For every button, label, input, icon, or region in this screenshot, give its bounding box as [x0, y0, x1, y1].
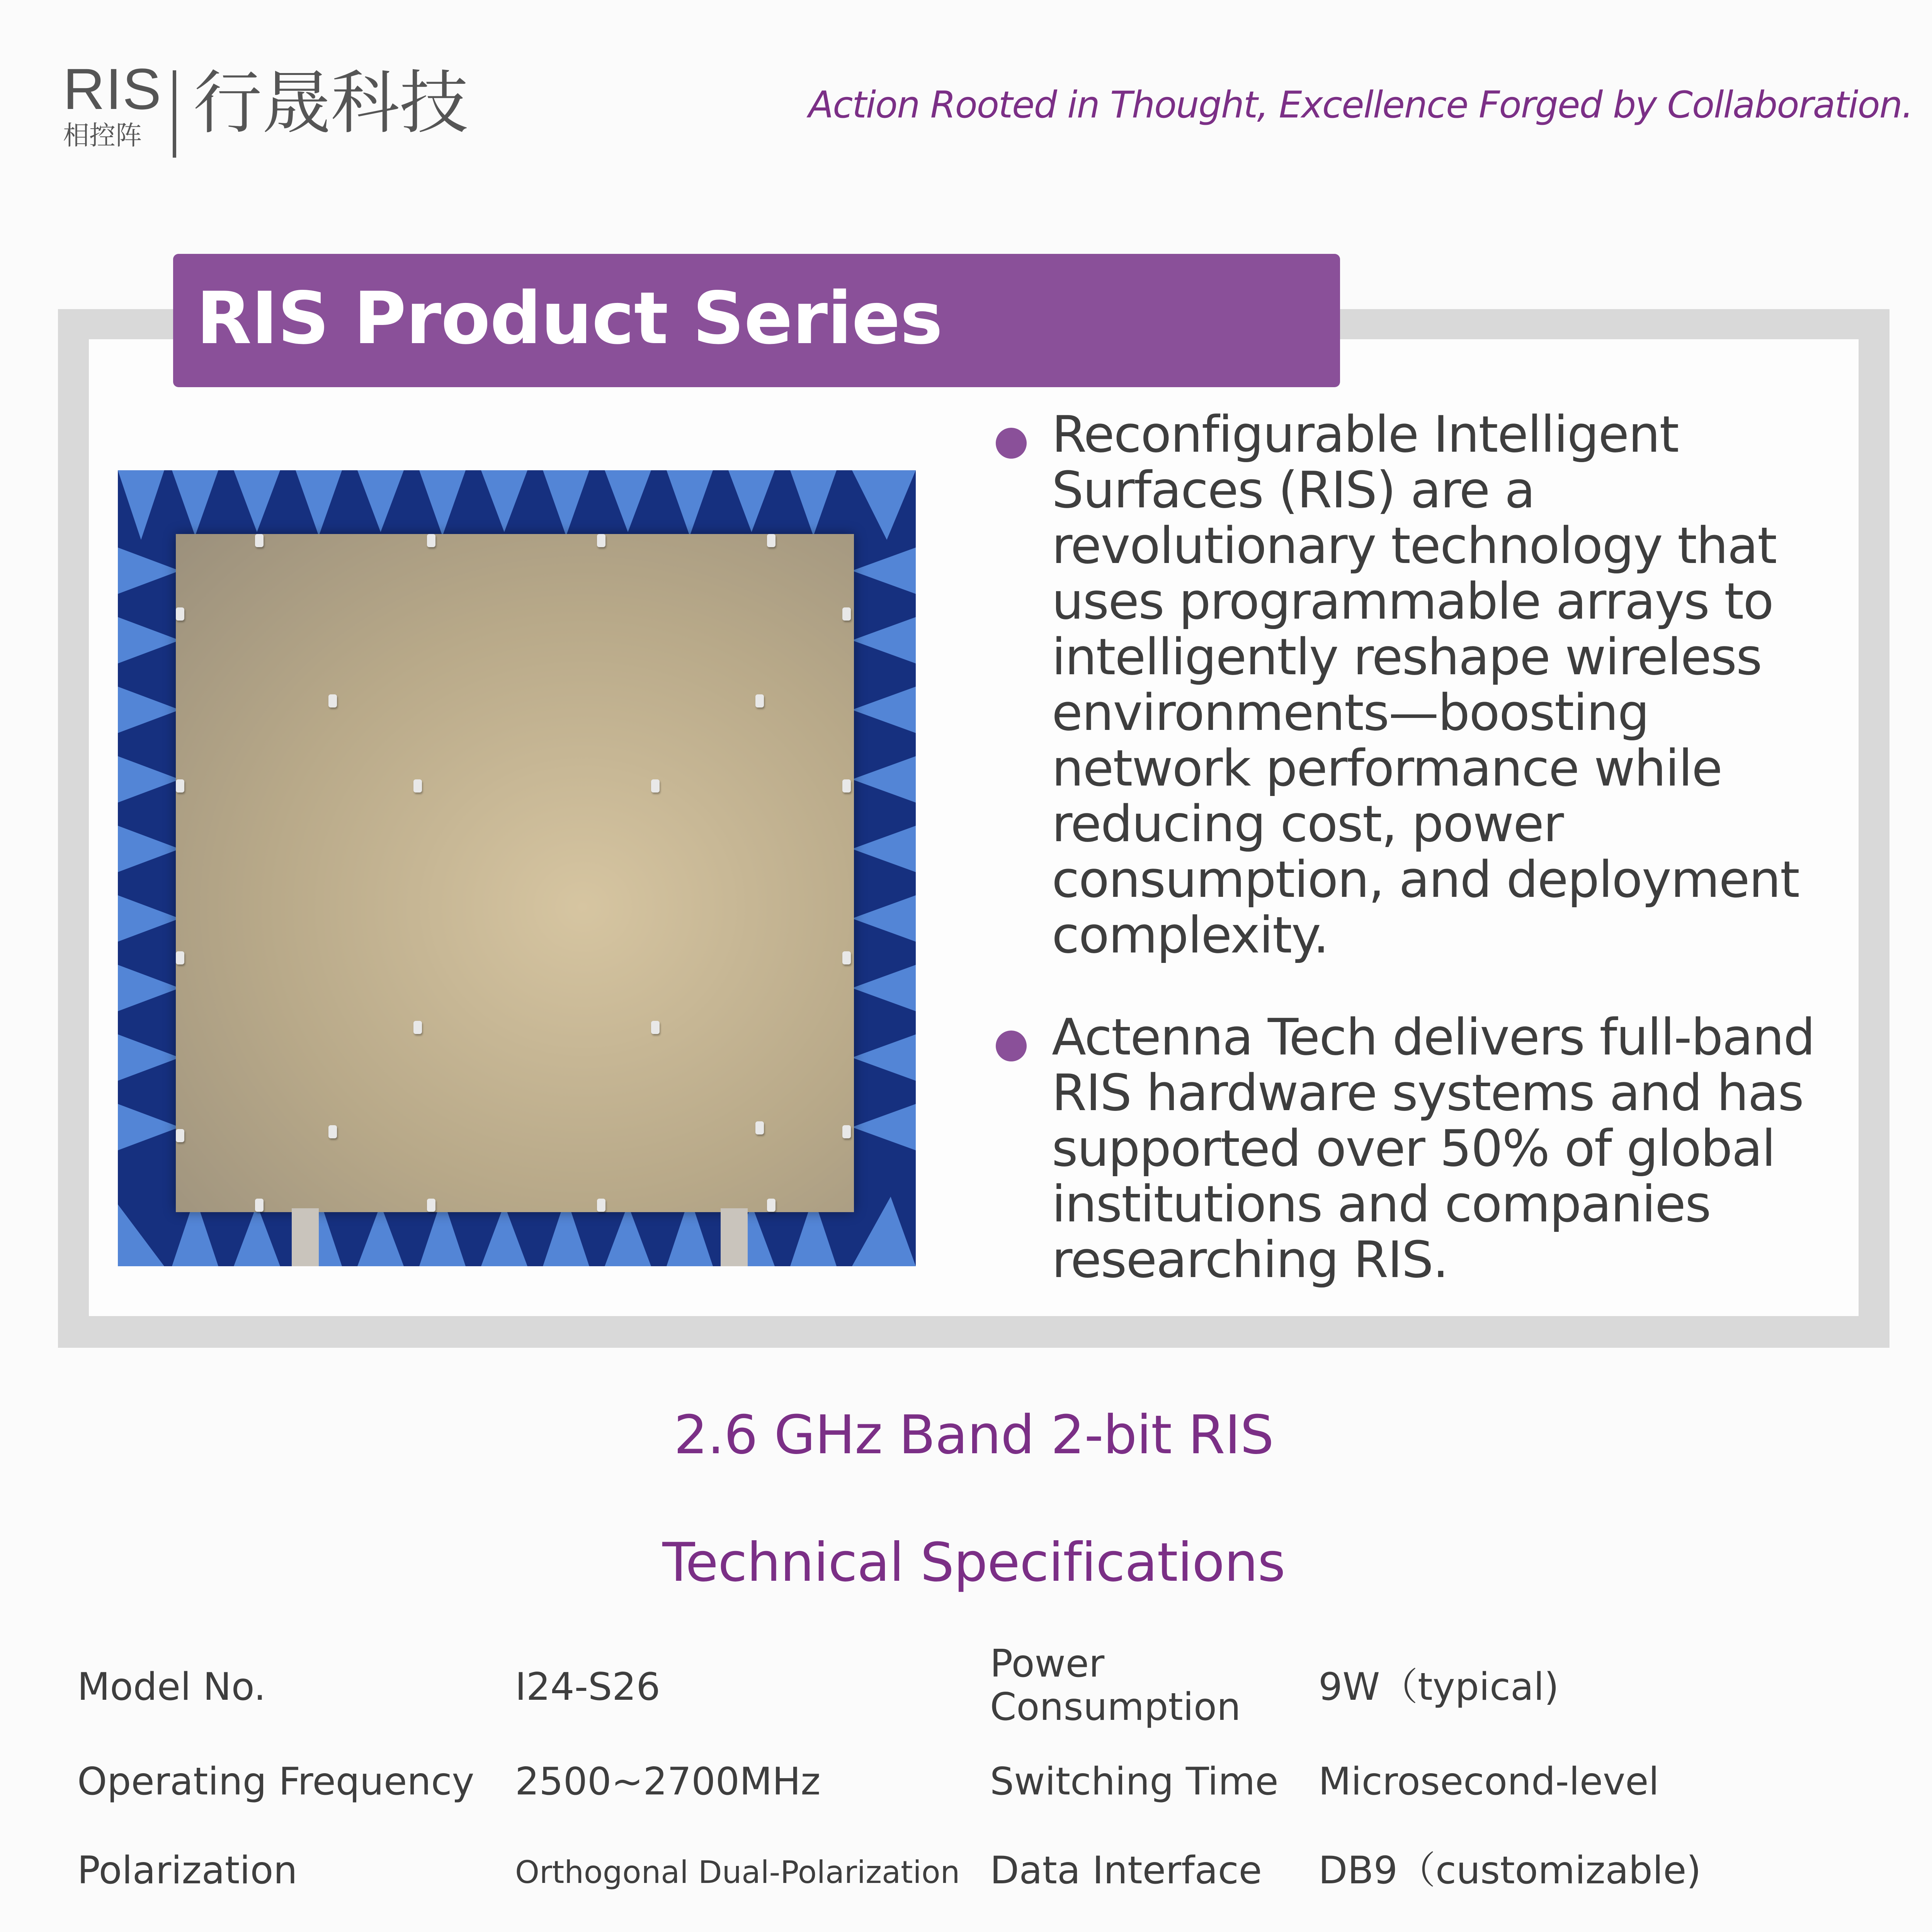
- logo-company-cn: 行晟科技: [193, 63, 468, 143]
- panel-pin: [328, 1125, 337, 1138]
- product-title: 2.6 GHz Band 2-bit RIS: [673, 1404, 1274, 1466]
- panel-pin: [176, 607, 184, 621]
- spec-value: I24-S26: [515, 1665, 660, 1709]
- bullet-dot: [996, 1031, 1027, 1061]
- intro-bullet-ris: Reconfigurable Intelligent Surfaces (RIS) are a revolutionary technology that uses programmable arrays to intelligently reshape wireless environments—boosting network performance while reducing cost, power consumption, and deployment complexity.: [1052, 405, 1799, 964]
- spec-heading: Technical Specifications: [662, 1531, 1285, 1594]
- ris-panel: [176, 534, 854, 1212]
- panel-pin: [842, 1125, 851, 1138]
- spec-label: Operating Frequency: [77, 1760, 474, 1804]
- panel-pin: [842, 951, 851, 964]
- logo-ris-text: RIS: [63, 56, 162, 121]
- spec-value: 2500~2700MHz: [515, 1760, 821, 1804]
- spec-label: Model No.: [77, 1665, 266, 1709]
- panel-pin: [767, 1199, 776, 1212]
- panel-pin: [767, 534, 776, 547]
- panel-stand-leg: [721, 1208, 748, 1266]
- panel-pin: [651, 779, 660, 793]
- logo-divider: [173, 70, 176, 158]
- panel-pin: [755, 694, 764, 707]
- panel-pin: [413, 1021, 422, 1034]
- panel-pin: [176, 779, 184, 793]
- bullet-dot: [996, 428, 1027, 459]
- panel-pin: [597, 1199, 605, 1212]
- spec-value: Orthogonal Dual-Polarization: [515, 1854, 960, 1890]
- panel-pin: [255, 1199, 264, 1212]
- panel-pin: [427, 1199, 435, 1212]
- spec-label: Switching Time: [990, 1760, 1279, 1804]
- panel-pin: [597, 534, 605, 547]
- spec-value: Microsecond-level: [1318, 1760, 1659, 1804]
- logo-ris-cn-text: 相控阵: [63, 121, 142, 151]
- panel-pin: [651, 1021, 660, 1034]
- product-photo: [118, 470, 916, 1266]
- panel-pin: [755, 1121, 764, 1134]
- spec-label: Polarization: [77, 1849, 298, 1893]
- panel-pin: [328, 694, 337, 707]
- panel-pin: [842, 607, 851, 621]
- series-title: RIS Product Series: [196, 276, 942, 360]
- panel-stand-leg: [292, 1208, 319, 1266]
- panel-pin: [427, 534, 435, 547]
- spec-label: Power Consumption: [990, 1642, 1241, 1729]
- spec-label: Data Interface: [990, 1849, 1262, 1893]
- intro-bullet-actenna: Actenna Tech delivers full-band RIS hardware systems and has supported over 50% of global institutions and companies researching RIS.: [1052, 1008, 1815, 1289]
- panel-pin: [842, 779, 851, 793]
- spec-value: DB9（customizable): [1318, 1849, 1701, 1893]
- header-slogan: Action Rooted in Thought, Excellence Forged by Collaboration.: [808, 84, 1913, 126]
- spec-value: 9W（typical): [1318, 1665, 1559, 1709]
- panel-pin: [255, 534, 264, 547]
- panel-pin: [176, 1129, 184, 1142]
- panel-pin: [413, 779, 422, 793]
- panel-pin: [176, 951, 184, 964]
